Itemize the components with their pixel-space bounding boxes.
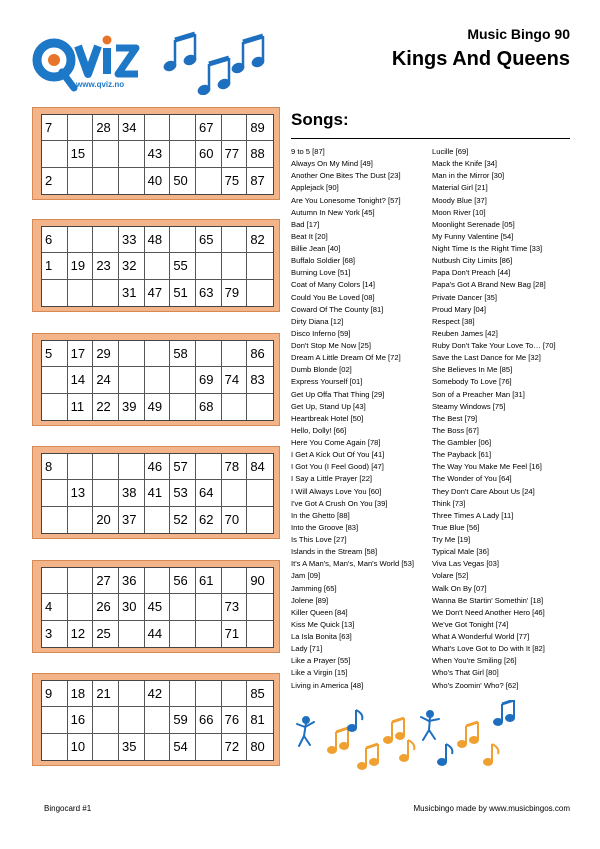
song-item: Think [73]	[432, 498, 466, 508]
bingo-cell: 29	[93, 341, 119, 367]
bingo-cell	[42, 141, 68, 167]
song-item: Another One Bites The Dust [23]	[291, 171, 401, 181]
song-item: Viva Las Vegas [03]	[432, 559, 499, 569]
bingo-cell: 43	[145, 141, 171, 167]
song-item: Walk On By [07]	[432, 583, 487, 593]
bingo-cell	[93, 707, 119, 733]
song-item: Man in the Mirror [30]	[432, 171, 505, 181]
bingo-title: Music Bingo 90	[467, 26, 570, 42]
bingo-cell: 21	[93, 681, 119, 707]
bingo-cell	[170, 681, 196, 707]
song-item: Wanna Be Startin' Somethin' [18]	[432, 595, 544, 605]
bingo-cell: 16	[68, 707, 94, 733]
bingo-cell: 44	[145, 621, 171, 647]
song-item: 9 to 5 [87]	[291, 147, 325, 156]
bingo-cell	[119, 707, 145, 733]
bingo-cell	[93, 168, 119, 194]
song-item: Like a Virgin [15]	[291, 668, 348, 678]
bingo-grid	[41, 114, 274, 195]
bingo-cell: 90	[247, 568, 273, 594]
song-item: Heartbreak Hotel [50]	[291, 413, 364, 423]
bingo-cell	[119, 341, 145, 367]
song-item: Always On My Mind [49]	[291, 159, 373, 169]
bingo-cell: 20	[93, 507, 119, 533]
song-item: Steamy Windows [75]	[432, 401, 506, 411]
bingo-cell	[170, 227, 196, 253]
bingo-cell	[119, 141, 145, 167]
made-by-credit: Musicbingo made by www.musicbingos.com	[413, 804, 570, 813]
song-item: Three Times A Lady [11]	[432, 510, 514, 520]
bingo-cell	[196, 594, 222, 620]
song-item: When You're Smiling [26]	[432, 656, 517, 666]
song-item: Moody Blue [37]	[432, 195, 487, 205]
bingo-cell: 2	[42, 168, 68, 194]
song-item: Islands in the Stream [58]	[291, 547, 378, 557]
bingo-cell	[93, 227, 119, 253]
bingo-cell: 51	[170, 280, 196, 306]
bingo-cell: 53	[170, 480, 196, 506]
title-block	[392, 26, 570, 71]
bingo-cell	[196, 454, 222, 480]
bingo-card	[32, 560, 280, 653]
bingo-cell	[222, 253, 248, 279]
bingo-cell: 36	[119, 568, 145, 594]
dancing-notes-decoration	[292, 700, 532, 780]
bingo-grid	[41, 226, 274, 307]
bingo-cell: 33	[119, 227, 145, 253]
song-item: Who's Zoomin' Who? [62]	[432, 680, 519, 690]
song-item: Like a Prayer [55]	[291, 656, 351, 666]
bingo-cell: 57	[170, 454, 196, 480]
song-item: Private Dancer [35]	[432, 292, 497, 302]
bingo-cell	[145, 367, 171, 393]
bingo-cell	[119, 681, 145, 707]
bingo-cell: 58	[170, 341, 196, 367]
songs-heading: Songs:	[291, 110, 349, 129]
song-item: Moon River [10]	[432, 207, 486, 217]
bingo-cell: 10	[68, 734, 94, 760]
bingo-cell	[170, 621, 196, 647]
bingo-cell	[196, 734, 222, 760]
song-item: Ruby Don't Take Your Love To… [70]	[432, 341, 556, 350]
bingo-cell: 55	[170, 253, 196, 279]
bingo-cell: 14	[68, 367, 94, 393]
bingo-cell: 18	[68, 681, 94, 707]
bingo-grid	[41, 453, 274, 534]
song-item: I Will Always Love You [60]	[291, 486, 382, 496]
song-item: Don't Stop Me Now [25]	[291, 341, 371, 350]
song-item: Dream A Little Dream Of Me [72]	[291, 353, 401, 363]
bingo-cell: 83	[247, 367, 273, 393]
song-item: Hello, Dolly! [66]	[291, 425, 347, 435]
song-item: Express Yourself [01]	[291, 377, 363, 387]
bingo-cell	[170, 394, 196, 420]
bingo-cell: 76	[222, 707, 248, 733]
bingo-cell	[196, 253, 222, 279]
song-item: La Isla Bonita [63]	[291, 632, 352, 641]
bingo-cell	[93, 454, 119, 480]
bingo-cell	[222, 681, 248, 707]
song-item: Try Me [19]	[432, 535, 471, 544]
bingo-cell: 82	[247, 227, 273, 253]
songs-section	[291, 110, 570, 690]
bingo-cell	[42, 367, 68, 393]
song-item: It's A Man's, Man's, Man's World [53]	[291, 559, 414, 569]
bingo-cell	[68, 568, 94, 594]
bingo-cell: 67	[196, 115, 222, 141]
bingo-cell: 84	[247, 454, 273, 480]
song-item: Who's That Girl [80]	[432, 668, 499, 678]
song-item: Mack the Knife [34]	[432, 159, 498, 169]
song-item: Here You Come Again [78]	[291, 438, 381, 447]
bingo-cell: 26	[93, 594, 119, 620]
song-item: Jamming [65]	[291, 583, 337, 593]
bingo-cell	[170, 367, 196, 393]
music-notes-icon	[160, 30, 270, 95]
song-item: Reuben James [42]	[432, 328, 498, 338]
song-item: Get Up, Stand Up [43]	[291, 401, 366, 411]
bingo-cell: 66	[196, 707, 222, 733]
song-item: Burning Love [51]	[291, 268, 351, 278]
bingo-cell: 49	[145, 394, 171, 420]
song-item: Material Girl [21]	[432, 183, 488, 193]
song-item: The Best [79]	[432, 413, 478, 423]
bingo-cell: 79	[222, 280, 248, 306]
song-item: Billie Jean [40]	[291, 244, 341, 253]
bingo-cell: 65	[196, 227, 222, 253]
bingo-cell	[145, 568, 171, 594]
song-item: Killer Queen [84]	[291, 607, 348, 617]
bingo-cell	[247, 594, 273, 620]
bingo-cell: 9	[42, 681, 68, 707]
bingo-cell: 7	[42, 115, 68, 141]
bingo-cell	[119, 621, 145, 647]
bingo-cell: 32	[119, 253, 145, 279]
song-item: I've Got A Crush On You [39]	[291, 498, 388, 508]
song-item: Applejack [90]	[291, 183, 339, 193]
song-item: The Payback [61]	[432, 450, 492, 460]
song-item: The Way You Make Me Feel [16]	[432, 462, 542, 472]
bingo-cell: 31	[119, 280, 145, 306]
bingo-cell: 15	[68, 141, 94, 167]
bingo-cell: 6	[42, 227, 68, 253]
bingo-cell: 54	[170, 734, 196, 760]
song-item: The Boss [67]	[432, 425, 479, 435]
bingo-cell	[145, 734, 171, 760]
bingo-cell: 34	[119, 115, 145, 141]
bingo-cell	[119, 454, 145, 480]
bingo-cell	[68, 227, 94, 253]
bingo-cell	[247, 480, 273, 506]
bingo-grid	[41, 680, 274, 761]
song-item: The Gambler [06]	[432, 438, 492, 447]
bingo-cell: 40	[145, 168, 171, 194]
song-item: Save the Last Dance for Me [32]	[432, 353, 541, 363]
song-item: Papa's Got A Brand New Bag [28]	[432, 280, 546, 290]
song-item: Moonlight Serenade [05]	[432, 219, 515, 229]
bingo-cell: 35	[119, 734, 145, 760]
bingo-cell: 42	[145, 681, 171, 707]
bingo-cell: 45	[145, 594, 171, 620]
song-item: Bad [17]	[291, 219, 320, 229]
bingo-cell: 47	[145, 280, 171, 306]
logo-url: www.qviz.no	[76, 80, 125, 89]
bingo-cell: 12	[68, 621, 94, 647]
bingo-cell: 60	[196, 141, 222, 167]
bingo-cell: 17	[68, 341, 94, 367]
song-item: What A Wonderful World [77]	[432, 632, 530, 641]
song-item: Somebody To Love [76]	[432, 377, 512, 387]
bingo-cell	[93, 734, 119, 760]
song-item: Dirty Diana [12]	[291, 316, 344, 326]
song-item: Nutbush City Limits [86]	[432, 256, 513, 266]
bingo-cell	[119, 168, 145, 194]
bingo-cell: 62	[196, 507, 222, 533]
bingo-cell	[68, 594, 94, 620]
bingo-card	[32, 219, 280, 312]
bingo-cell	[170, 141, 196, 167]
bingo-cell: 87	[250, 173, 265, 189]
bingo-cell	[170, 594, 196, 620]
bingo-cell	[93, 280, 119, 306]
bingo-cell: 63	[196, 280, 222, 306]
song-item: Volare [52]	[432, 571, 469, 581]
bingo-cell: 61	[196, 568, 222, 594]
bingo-cell	[42, 394, 68, 420]
bingo-cell: 11	[68, 394, 94, 420]
bingo-cell: 50	[170, 168, 196, 194]
song-item: Son of a Preacher Man [31]	[432, 389, 525, 399]
song-item: Into the Groove [83]	[291, 522, 359, 532]
song-item: Respect [38]	[432, 316, 475, 326]
bingo-card	[32, 446, 280, 539]
bingo-cell	[196, 168, 222, 194]
bingo-cell: 86	[247, 341, 273, 367]
song-item: The Wonder of You [64]	[432, 474, 512, 484]
bingo-cell: 85	[247, 681, 273, 707]
bingo-cell: 19	[68, 253, 94, 279]
bingo-cell: 80	[250, 739, 265, 755]
bingo-cell	[247, 280, 273, 306]
bingo-cell	[145, 253, 171, 279]
bingo-cell	[68, 454, 94, 480]
song-item: I Say a Little Prayer [22]	[291, 474, 373, 484]
bingo-cell	[42, 480, 68, 506]
bingo-cell	[93, 480, 119, 506]
bingo-cell: 46	[145, 454, 171, 480]
bingo-cell: 37	[119, 507, 145, 533]
song-item: Coat of Many Colors [14]	[291, 280, 375, 290]
song-item: Kiss Me Quick [13]	[291, 619, 355, 629]
bingo-theme: Kings And Queens	[391, 48, 570, 70]
song-item: She Believes In Me [85]	[432, 365, 513, 375]
bingo-cell	[222, 394, 248, 420]
song-item: Is This Love [27]	[291, 535, 347, 544]
bingo-cell: 88	[247, 141, 273, 167]
bingo-cell: 89	[247, 115, 273, 141]
bingo-cell	[145, 707, 171, 733]
song-item: Jolene [89]	[291, 595, 329, 605]
song-item: Get Up Offa That Thing [29]	[291, 389, 385, 399]
bingo-cell: 48	[145, 227, 171, 253]
bingo-cell: 23	[93, 253, 119, 279]
song-item: Autumn In New York [45]	[291, 207, 375, 217]
song-item: I Get A Kick Out Of You [41]	[291, 450, 385, 460]
songs-column-right	[432, 146, 572, 692]
song-item: Could You Be Loved [08]	[291, 292, 375, 302]
song-item: They Don't Care About Us [24]	[432, 486, 535, 496]
bingo-cell: 78	[222, 454, 248, 480]
bingo-cell	[222, 227, 248, 253]
bingo-cell: 56	[170, 568, 196, 594]
bingo-cell: 73	[222, 594, 248, 620]
bingo-cell: 64	[196, 480, 222, 506]
bingo-cell: 24	[93, 367, 119, 393]
song-item: Lady [71]	[291, 644, 323, 654]
bingo-cell	[170, 115, 196, 141]
bingo-cell: 74	[222, 367, 248, 393]
bingo-cell: 4	[42, 594, 68, 620]
bingo-cell: 75	[222, 168, 248, 194]
song-item: We Don't Need Another Hero [46]	[432, 607, 545, 617]
songs-column-left	[291, 146, 433, 692]
bingo-cell: 27	[93, 568, 119, 594]
bingo-card	[32, 107, 280, 200]
bingo-cell	[42, 568, 68, 594]
song-item: Proud Mary [04]	[432, 304, 487, 314]
bingo-cell: 1	[42, 253, 68, 279]
song-item: Buffalo Soldier [68]	[291, 256, 356, 266]
bingo-cell: 68	[196, 394, 222, 420]
bingo-cell: 52	[170, 507, 196, 533]
bingo-cell: 30	[119, 594, 145, 620]
qviz-logo	[32, 30, 142, 105]
bingo-cell	[196, 621, 222, 647]
bingo-cell: 59	[170, 707, 196, 733]
song-item: Typical Male [36]	[432, 547, 489, 557]
bingo-cell	[222, 480, 248, 506]
bingo-card	[32, 673, 280, 766]
bingo-cell	[119, 367, 145, 393]
bingo-card	[32, 333, 280, 426]
song-item: Living in America [48]	[291, 680, 364, 690]
bingo-cell	[196, 681, 222, 707]
bingo-cell	[145, 341, 171, 367]
bingo-cell: 77	[222, 141, 248, 167]
bingo-grid	[41, 340, 274, 421]
bingo-cell	[145, 507, 171, 533]
bingo-cell: 5	[42, 341, 68, 367]
bingo-cell	[222, 568, 248, 594]
bingo-cell: 81	[247, 707, 273, 733]
bingo-cell: 71	[222, 621, 248, 647]
bingo-cell: 41	[145, 480, 171, 506]
bingo-cell	[42, 280, 68, 306]
bingo-cell	[222, 341, 248, 367]
bingo-cell: 72	[222, 734, 248, 760]
bingo-cell: 3	[42, 621, 68, 647]
bingo-grid	[41, 567, 274, 648]
song-item: Jam [09]	[291, 571, 321, 581]
bingo-cell	[196, 341, 222, 367]
bingo-cell: 22	[93, 394, 119, 420]
song-item: Disco Inferno [59]	[291, 328, 351, 338]
bingo-cell	[93, 141, 119, 167]
song-item: Dumb Blonde [02]	[291, 365, 352, 375]
song-item: Are You Lonesome Tonight? [57]	[291, 195, 401, 205]
bingo-cell	[42, 707, 68, 733]
bingo-cell	[222, 115, 248, 141]
bingo-cell: 38	[119, 480, 145, 506]
bingo-cell: 39	[119, 394, 145, 420]
bingo-cell	[247, 394, 273, 420]
bingo-cell	[145, 115, 171, 141]
bingo-cell: 25	[93, 621, 119, 647]
song-item: What's Love Got to Do with It [82]	[432, 644, 545, 654]
bingo-cell	[247, 253, 273, 279]
bingo-cell	[42, 507, 68, 533]
bingo-cell	[68, 280, 94, 306]
songs-divider	[291, 138, 570, 139]
bingo-cell	[247, 621, 273, 647]
bingo-cell: 8	[42, 454, 68, 480]
bingo-cell	[68, 168, 94, 194]
bingocard-number: Bingocard #1	[44, 804, 92, 813]
song-item: My Funny Valentine [54]	[432, 231, 514, 241]
bingo-cell: 69	[196, 367, 222, 393]
song-item: Night Time Is the Right Time [33]	[432, 244, 543, 253]
song-item: I Got You (I Feel Good) [47]	[291, 462, 384, 472]
song-item: We've Got Tonight [74]	[432, 619, 509, 629]
bingo-cell	[247, 507, 273, 533]
bingo-cell	[68, 115, 94, 141]
bingo-cell: 28	[93, 115, 119, 141]
song-item: Coward Of The County [81]	[291, 304, 384, 314]
song-item: In the Ghetto [88]	[291, 510, 350, 520]
song-item: Beat It [20]	[291, 231, 328, 241]
bingo-cell	[42, 734, 68, 760]
song-item: Papa Don't Preach [44]	[432, 268, 511, 278]
song-item: True Blue [56]	[432, 522, 480, 532]
bingo-cell: 13	[68, 480, 94, 506]
bingo-cell: 70	[222, 507, 248, 533]
song-item: Lucille [69]	[432, 147, 469, 156]
bingo-cell	[68, 507, 94, 533]
